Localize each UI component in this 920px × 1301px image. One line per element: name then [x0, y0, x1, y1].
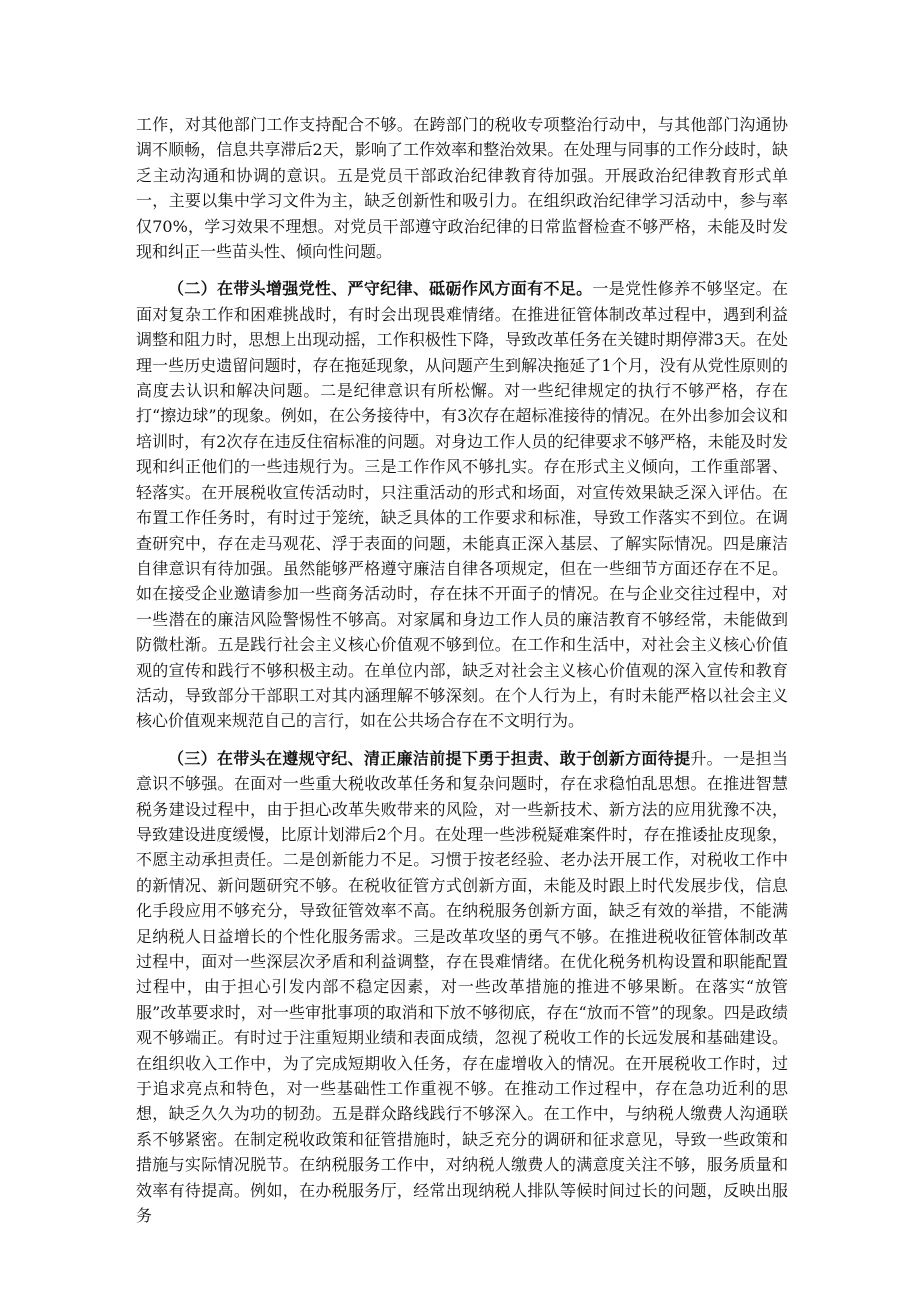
paragraph-body: 工作，对其他部门工作支持配合不够。在跨部门的税收专项整治行动中，与其他部门沟通协调不顺畅，信息共享滞后2天，影响了工作效率和整治效果。在处理与同事的工作分歧时，缺乏主动沟通和协调的意识。五是党员干部政治纪律教育待加强。开展政治纪律教育形式单一，主要以集中学习文件为主，缺乏创新性和吸引力。在组织政治纪律学习活动中，参与率仅70%，学习效果不理想。对党员干部遵守政治纪律的日常监督检查不够严格，未能及时发现和纠正一些苗头性、倾向性问题。: [136, 115, 788, 262]
section-two-body: 一是党性修养不够坚定。在面对复杂工作和困难挑战时，有时会出现畏难情绪。在推进征管体制改革过程中，遇到利益调整和阻力时，思想上出现动摇，工作积极性下降，导致改革任务在关键时期停滞3天。在处理一些历史遗留问题时，存在拖延现象，从问题产生到解决拖延了1个月，没有从党性原则的高度去认识和解决问题。二是纪律意识有所松懈。对一些纪律规定的执行不够严格，存在打“擦边球”的现象。例如，在公务接待中，有3次存在超标准接待的情况。在外出参加会议和培训时，有2次存在违反住宿标准的问题。对身边工作人员的纪律要求不够严格，未能及时发现和纠正他们的一些违规行为。三是工作作风不够扎实。存在形式主义倾向，工作重部署、轻落实。在开展税收宣传活动时，只注重活动的形式和场面，对宣传效果缺乏深入评估。在布置工作任务时，有时过于笼统，缺乏具体的工作要求和标准，导致工作落实不到位。在调查研究中，存在走马观花、浮于表面的问题，未能真正深入基层、了解实际情况。四是廉洁自律意识有待加强。虽然能够严格遵守廉洁自律各项规定，但在一些细节方面还存在不足。如在接受企业邀请参加一些商务活动时，存在抹不开面子的情况。在与企业交往过程中，对一些潜在的廉洁风险警惕性不够高。对家属和身边工作人员的廉洁教育不够经常，未能做到防微杜渐。五是践行社会主义核心价值观不够到位。在工作和生活中，对社会主义核心价值观的宣传和践行不够积极主动。在单位内部，缺乏对社会主义核心价值观的深入宣传和教育活动，导致部分干部职工对其内涵理解不够深刻。在个人行为上，有时未能严格以社会主义核心价值观来规范自己的言行，如在公共场合存在不文明行为。: [136, 279, 788, 731]
section-two-heading: （二）在带头增强党性、严守纪律、砥砺作风方面有不足。: [168, 279, 593, 299]
document-page: [136, 112, 788, 1240]
section-three-paragraph: [136, 746, 788, 1229]
section-two-paragraph: [136, 276, 788, 733]
section-three-heading: （三）在带头在遵规守纪、清正廉洁前提下勇于担责、敢于创新方面待提: [168, 748, 691, 768]
paragraph-continuation: [136, 112, 788, 264]
section-three-body: 升。一是担当意识不够强。在面对一些重大税收改革任务和复杂问题时，存在求稳怕乱思想。在推进智慧税务建设过程中，由于担心改革失败带来的风险，对一些新技术、新方法的应用犹豫不决，导致建设进度缓慢，比原计划滞后2个月。在处理一些涉税疑难案件时，存在推诿扯皮现象，不愿主动承担责任。二是创新能力不足。习惯于按老经验、老办法开展工作，对税收工作中的新情况、新问题研究不够。在税收征管方式创新方面，未能及时跟上时代发展步伐，信息化手段应用不够充分，导致征管效率不高。在纳税服务创新方面，缺乏有效的举措，不能满足纳税人日益增长的个性化服务需求。三是改革攻坚的勇气不够。在推进税收征管体制改革过程中，面对一些深层次矛盾和利益调整，存在畏难情绪。在优化税务机构设置和职能配置过程中，由于担心引发内部不稳定因素，对一些改革措施的推进不够果断。在落实“放管服”改革要求时，对一些审批事项的取消和下放不够彻底，存在“放而不管”的现象。四是政绩观不够端正。有时过于注重短期业绩和表面成绩，忽视了税收工作的长远发展和基础建设。在组织收入工作中，为了完成短期收入任务，存在虚增收入的情况。在开展税收工作时，过于追求亮点和特色，对一些基础性工作重视不够。在推动工作过程中，存在急功近利的思想，缺乏久久为功的韧劲。五是群众路线践行不够深入。在工作中，与纳税人缴费人沟通联系不够紧密。在制定税收政策和征管措施时，缺乏充分的调研和征求意见，导致一些政策和措施与实际情况脱节。在纳税服务工作中，对纳税人缴费人的满意度关注不够，服务质量和效率有待提高。例如，在办税服务厅，经常出现纳税人排队等候时间过长的问题，反映出服务: [136, 748, 788, 1226]
